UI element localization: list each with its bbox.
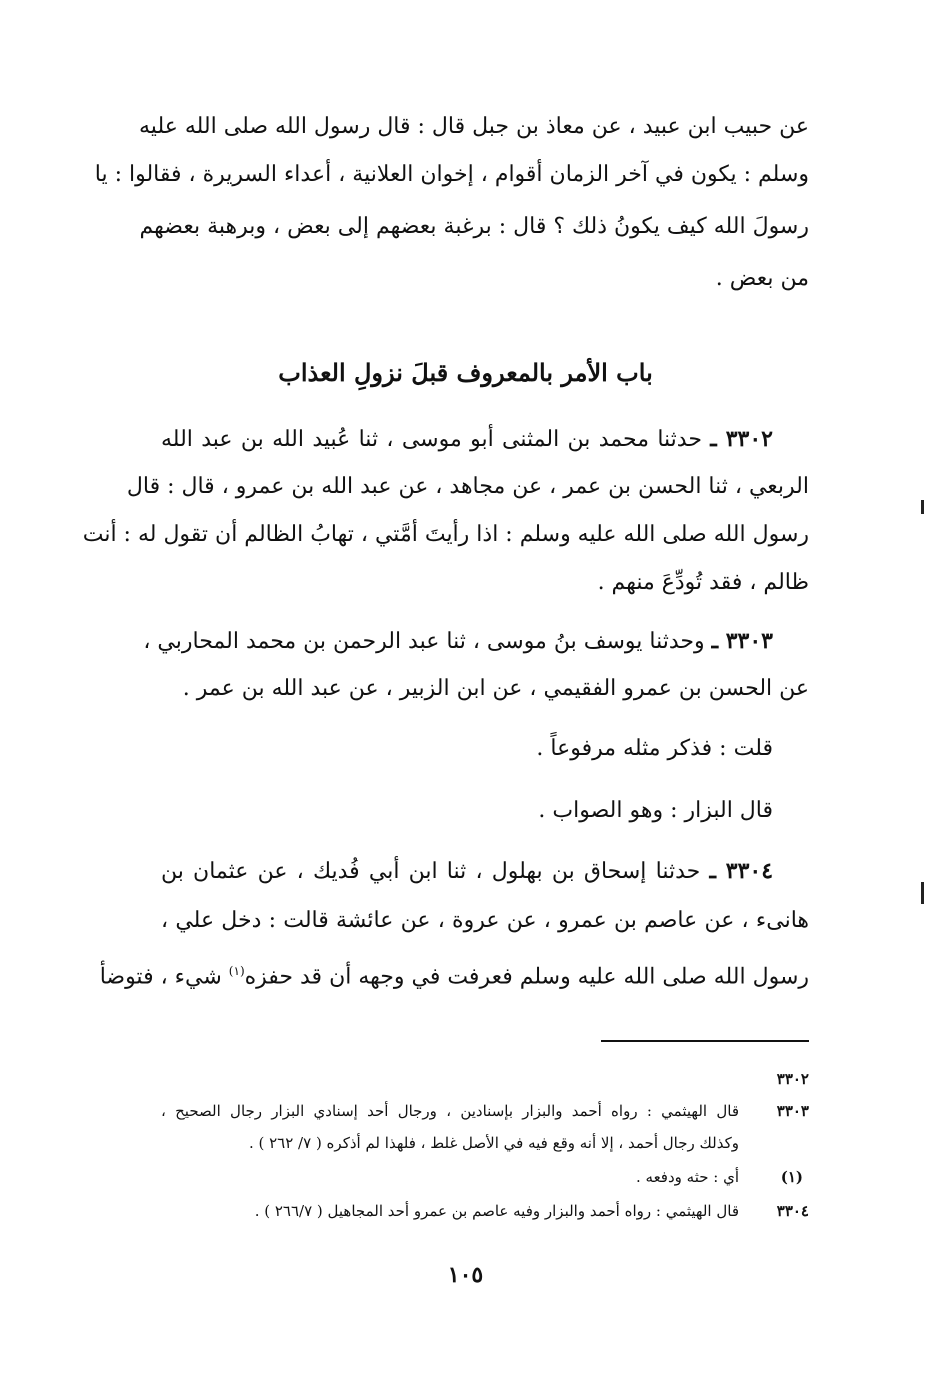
footnote-ref: ٣٣٠٢	[776, 1070, 809, 1088]
hadith-number: ٣٣٠٣ ـ	[711, 628, 773, 654]
hadith-text: وحدثنا يوسف بنُ موسى ، ثنا عبد الرحمن بن محمد المحاربي ،	[143, 629, 705, 654]
footnote-text: قال الهيثمي : رواه أحمد والبزار وفيه عاصم بن عمرو أحد المجاهيل ( ٢٦٦/٧ ) .	[254, 1202, 739, 1220]
footnote-1	[161, 1166, 809, 1188]
footnote-divider	[601, 1040, 809, 1042]
hadith-3302-line-1	[161, 424, 773, 455]
hadith-3304-line-1	[161, 856, 773, 887]
footnote-ref: ٣٣٠٣	[776, 1102, 809, 1120]
hadith-text: حدثنا إسحاق بن بهلول ، ثنا ابن أبي فُديك ، عن عثمان بن	[161, 859, 701, 884]
footnote-text: وكذلك رجال أحمد ، إلا أنه وقع فيه في الأصل غلط ، فلهذا لم أذكره ( ٧/ ٢٦٢ ) .	[248, 1134, 739, 1152]
para1-line-1: عن حبيب ابن عبيد ، عن معاذ بن جبل قال : قال رسول الله صلى الله عليه	[139, 114, 809, 139]
para1-line-3: رسولَ الله كيف يكونُ ذلك ؟ قال : برغبة بعضهم إلى بعض ، وبرهبة بعضهم	[139, 214, 809, 239]
footnote-ref: (١)	[780, 1168, 803, 1186]
footnote-ref: ٣٣٠٤	[776, 1202, 809, 1220]
hadith-3302-line-4: ظالم ، فقد تُودِّعَ منهم .	[597, 570, 809, 595]
hadith-number: ٣٣٠٤ ـ	[709, 858, 774, 884]
hadith-3304-line-3	[99, 956, 809, 992]
hadith-3302-line-3: رسول الله صلى الله عليه وسلم : اذا رأيتَ أمَّتي ، تهابُ الظالم أن تقول له : أنت	[82, 522, 809, 547]
hadith-3303-line-2: عن الحسن بن عمرو الفقيمي ، عن ابن الزبير ، عن عبد الله بن عمر .	[182, 676, 809, 701]
para1-line-4: من بعض .	[715, 266, 809, 291]
bazzar-line: قال البزار : وهو الصواب .	[538, 798, 773, 823]
page-number: ١٠٥	[447, 1262, 484, 1288]
scan-edge-mark	[921, 882, 924, 904]
footnote-3302	[161, 1068, 809, 1090]
footnote-text: أي : حثه ودفعه .	[635, 1168, 739, 1186]
hadith-3303-line-1	[143, 626, 773, 657]
footnote-marker: (١)	[228, 964, 245, 978]
footnote-3303-line-1	[161, 1100, 809, 1122]
hadith-number: ٣٣٠٢ ـ	[710, 426, 773, 452]
hadith-text: رسول الله صلى الله عليه وسلم فعرفت في وجهه أن قد حفزه	[244, 964, 809, 990]
scan-edge-mark	[921, 500, 924, 514]
footnote-3303-line-2	[161, 1132, 809, 1154]
footnote-3304	[161, 1200, 809, 1222]
footnote-text: قال الهيثمي : رواه أحمد والبزار بإسنادين ، ورجال أحد إسنادي البزار رجال الصحيح ،	[161, 1102, 739, 1120]
hadith-text: شيء ، فتوضأ	[99, 964, 222, 990]
chapter-heading: باب الأمر بالمعروف قبلَ نزولِ العذاب	[278, 358, 653, 387]
hadith-text: حدثنا محمد بن المثنى أبو موسى ، ثنا عُبيد الله بن عبد الله	[161, 427, 702, 452]
hadith-3304-line-2: هانىء ، عن عاصم بن عمرو ، عن عروة ، عن عائشة قالت : دخل علي ،	[161, 908, 809, 933]
para1-line-2: وسلم : يكون في آخر الزمان أقوام ، إخوان العلانية ، أعداء السريرة ، فقالوا : يا	[94, 162, 809, 187]
qultu-line: قلت : فذكر مثله مرفوعاً .	[536, 736, 773, 761]
hadith-3302-line-2: الربعي ، ثنا الحسن بن عمر ، عن مجاهد ، عن عبد الله بن عمرو ، قال : قال	[126, 474, 809, 499]
